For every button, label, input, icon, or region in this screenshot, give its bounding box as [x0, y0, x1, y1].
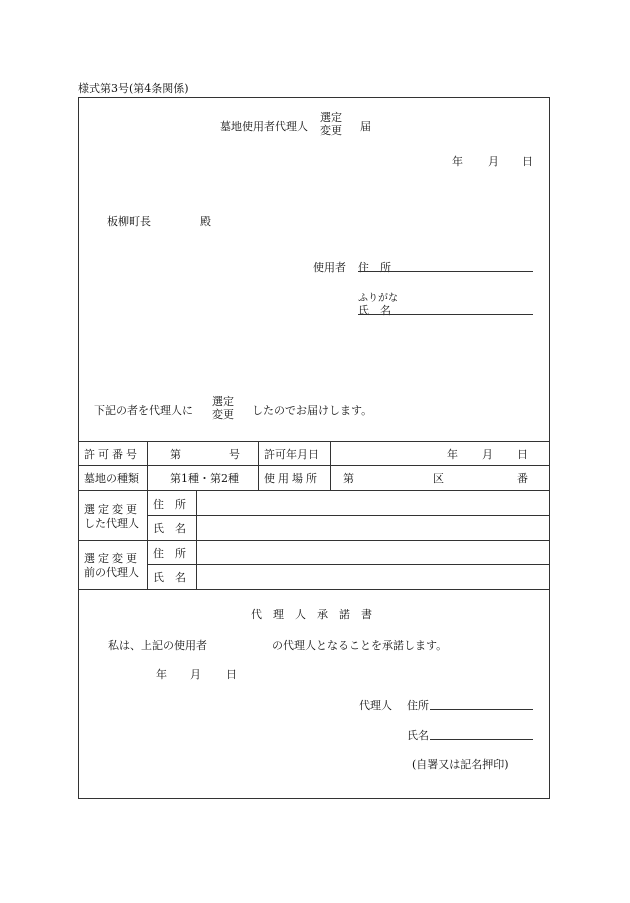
table-col-divider	[330, 441, 331, 490]
after-agent-address-label: 住 所	[153, 498, 186, 511]
consent-name-label: 氏名	[407, 729, 429, 742]
permit-number-label: 許可番号	[84, 448, 140, 461]
date-year-label: 年	[452, 155, 463, 168]
table-col-divider	[147, 441, 148, 589]
before-agent-label	[84, 552, 140, 580]
consent-name-line[interactable]	[430, 739, 533, 740]
date-month-label: 月	[488, 155, 499, 168]
table-row-divider	[147, 564, 550, 565]
addressee-honorific: 殿	[200, 215, 211, 228]
after-agent-label	[84, 503, 140, 531]
table-col-divider	[196, 490, 197, 589]
permit-date-month: 月	[482, 448, 493, 461]
consent-text-prefix: 私は、上記の使用者	[108, 639, 207, 652]
location-label: 使用場所	[264, 472, 320, 485]
applicant-furigana-label: ふりがな	[358, 293, 398, 304]
location-number: 番	[517, 472, 528, 485]
applicant-label: 使用者	[313, 261, 346, 274]
applicant-address-label: 住 所	[358, 261, 391, 274]
statement-choice-select: 選定	[212, 395, 234, 408]
consent-month: 月	[190, 668, 201, 681]
form-title-prefix: 墓地使用者代理人	[220, 120, 308, 133]
title-choice	[320, 111, 342, 137]
before-agent-address-label: 住 所	[153, 547, 186, 560]
signature-note: (自署又は記名押印)	[412, 758, 509, 771]
consent-address-line[interactable]	[430, 709, 533, 710]
table-row-divider	[78, 540, 550, 541]
grave-type-label: 墓地の種類	[84, 472, 139, 485]
statement-choice	[212, 395, 234, 421]
form-title-suffix: 届	[360, 120, 371, 133]
table-col-divider	[258, 441, 259, 490]
statement-suffix: したのでお届けします。	[252, 404, 373, 417]
form-number: 様式第3号(第4条関係)	[78, 82, 189, 95]
consent-text-suffix: の代理人となることを承諾します。	[272, 639, 448, 652]
after-agent-label-line2: した代理人	[84, 517, 139, 530]
consent-address-label: 住所	[407, 699, 429, 712]
title-choice-change: 変更	[320, 124, 342, 137]
permit-number-prefix: 第	[170, 448, 181, 461]
table-row-divider	[78, 465, 550, 466]
location-section: 区	[433, 472, 444, 485]
permit-number-suffix: 号	[229, 448, 240, 461]
permit-date-year: 年	[447, 448, 458, 461]
applicant-name-label: 氏 名	[358, 304, 391, 317]
permit-date-label: 許可年月日	[264, 448, 319, 461]
location-prefix: 第	[343, 472, 354, 485]
before-agent-name-label: 氏 名	[153, 571, 186, 584]
table-row-divider	[147, 515, 550, 516]
date-day-label: 日	[522, 155, 533, 168]
applicant-name-line[interactable]	[358, 314, 533, 315]
addressee-name: 板柳町長	[107, 215, 151, 228]
applicant-address-line[interactable]	[358, 271, 533, 272]
before-agent-label-line2: 前の代理人	[84, 566, 139, 579]
after-agent-label-line1: 選定変更	[84, 503, 140, 516]
title-choice-select: 選定	[320, 111, 342, 124]
grave-type-value: 第1種・第2種	[170, 472, 239, 485]
consent-day: 日	[226, 668, 237, 681]
consent-agent-label: 代理人	[359, 699, 392, 712]
permit-date-day: 日	[517, 448, 528, 461]
consent-title: 代 理 人 承 諾 書	[251, 608, 372, 621]
consent-year: 年	[156, 668, 167, 681]
statement-prefix: 下記の者を代理人に	[94, 404, 193, 417]
after-agent-name-label: 氏 名	[153, 522, 186, 535]
table-row-divider	[78, 490, 550, 491]
statement-choice-change: 変更	[212, 408, 234, 421]
table-bottom-border	[78, 589, 550, 590]
table-top-border	[78, 441, 550, 442]
before-agent-label-line1: 選定変更	[84, 552, 140, 565]
